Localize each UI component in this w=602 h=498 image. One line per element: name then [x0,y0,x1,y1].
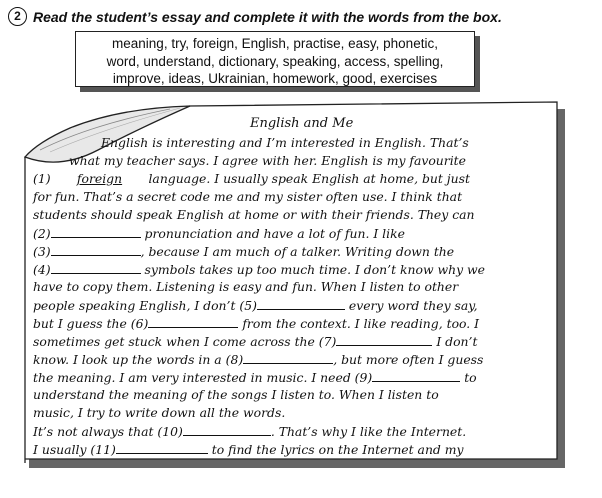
line-text: to find the lyrics on the Internet and my [211,442,464,457]
answer-blank-2[interactable] [51,224,141,238]
answer-blank-7[interactable] [336,332,432,346]
answer-blank-5[interactable] [257,296,345,310]
answer-blank-3[interactable] [51,242,141,256]
line-text: . That’s why I like the Internet. [270,424,467,439]
line-text: I usually (11) [33,442,116,457]
line-text: It’s not always that (10) [33,424,183,439]
essay-title: English and Me [250,116,354,131]
answer-blank-9[interactable] [372,368,460,382]
essay-line: English is interesting and I’m interested in English. That’s [101,135,469,150]
line-text: , because I am much of a talker. Writing down the [140,244,455,259]
line-text: , but more often I guess [333,352,484,367]
answer-blank-1 [55,170,145,186]
essay-line [33,350,483,369]
essay-line: students should speak English at home or with their friends. They can [33,207,475,222]
line-text: sometimes get stuck when I come across the (7) [33,334,337,349]
essay-line: what my teacher says. I agree with her. English is my favourite [69,153,466,168]
answer-text: foreign [76,171,123,186]
line-text: know. I look up the words in a (8) [33,352,244,367]
essay-line [33,224,405,243]
line-text: people speaking English, I don’t (5) [33,298,257,313]
essay-line [33,314,479,333]
line-text: from the context. I like reading, too. I [242,316,480,331]
essay-line: music, I try to write down all the words. [33,405,286,420]
answer-blank-8[interactable] [243,350,333,364]
essay-line: have to copy them. Listening is easy and fun. When I listen to other [33,279,459,294]
essay-line [33,296,478,315]
answer-blank-10[interactable] [183,422,271,436]
essay-line [33,422,466,441]
line-text: but I guess the (6) [33,316,149,331]
line-text: the meaning. I am very interested in music. I need (9) [33,370,373,385]
line-text: pronunciation and have a lot of fun. I like [144,226,405,241]
essay-line [33,242,454,261]
essay-line: for fun. That’s a secret code me and my sister often use. I think that [33,189,463,204]
essay-line [33,170,470,188]
essay-line [33,368,477,387]
answer-blank-11[interactable] [116,440,208,454]
essay-line [33,440,464,459]
blank-number: (4) [33,262,51,277]
blank-number: (1) [33,171,51,186]
blank-number: (3) [33,244,51,259]
line-text: language. I usually speak English at home, but just [148,171,470,186]
essay-line [33,332,477,351]
word-box-line: meaning, try, foreign, English, practise, easy, phonetic, [112,36,438,51]
answer-blank-6[interactable] [148,314,238,328]
line-text: to [464,370,477,385]
word-box-line: word, understand, dictionary, speaking, access, spelling, [106,53,444,69]
task-number-badge: 2 [8,7,27,26]
blank-number: (2) [33,226,51,241]
word-box-line: improve, ideas, Ukrainian, homework, good, exercises [112,71,438,86]
task-instruction: Read the student’s essay and complete it with the words from the box. [33,8,502,25]
answer-blank-4[interactable] [51,260,141,274]
essay-line: understand the meaning of the songs I listen to. When I listen to [33,387,439,402]
essay-line [33,260,485,279]
line-text: symbols takes up too much time. I don’t know why we [144,262,485,277]
line-text: I don’t [436,334,478,349]
line-text: every word they say, [348,298,478,313]
